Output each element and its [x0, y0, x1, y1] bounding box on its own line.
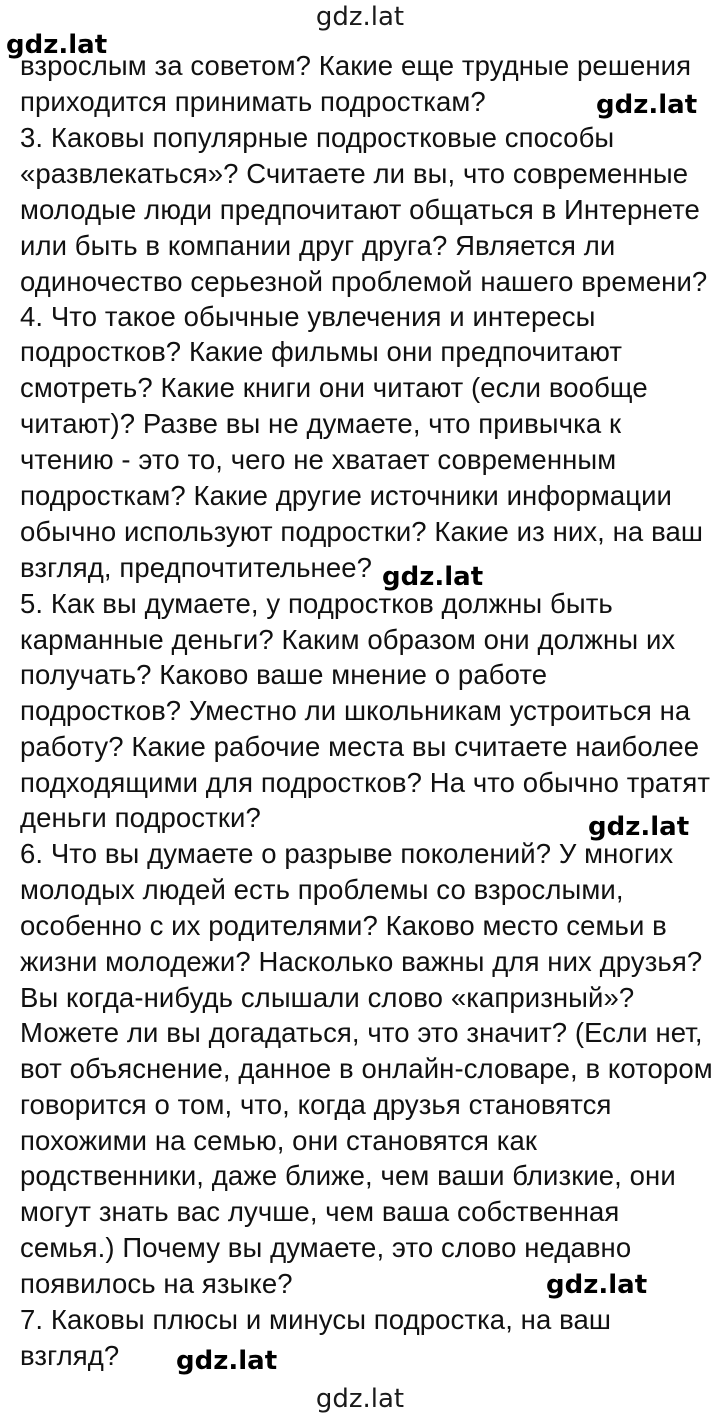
text-line: чтению - это то, чего не хватает современным — [20, 444, 617, 475]
watermark: gdz.lat — [382, 562, 484, 592]
text-line: похожими на семью, они становятся как — [20, 1125, 537, 1156]
text-line: подростков? Какие фильмы они предпочитают — [20, 336, 623, 367]
text-line: говорится о том, что, когда друзья становятся — [20, 1089, 612, 1120]
text-line: молодые люди предпочитают общаться в Интернете — [20, 194, 700, 225]
text-line: появилось на языке? — [20, 1268, 293, 1299]
text-line: 7. Каковы плюсы и минусы подростка, на ваш — [20, 1304, 612, 1335]
text-line: 3. Каковы популярные подростковые способы — [20, 122, 615, 153]
header-watermark: gdz.lat — [315, 2, 405, 32]
text-line: 5. Как вы думаете, у подростков должны быть — [20, 588, 613, 619]
text-line: взгляд, предпочтительнее? — [20, 552, 372, 583]
text-line: молодых людей есть проблемы со взрослыми, — [20, 874, 624, 905]
text-line: Можете ли вы догадаться, что это значит? (Если нет, — [20, 1017, 703, 1048]
text-line: вот объяснение, данное в онлайн-словаре, в котором — [20, 1053, 713, 1084]
text-line: подросткам? Какие другие источники информации — [20, 480, 673, 511]
text-line: родственники, даже ближе, чем ваши близкие, они — [20, 1160, 676, 1191]
text-line: семья.) Почему вы думаете, это слово недавно — [20, 1232, 632, 1263]
text-line: карманные деньги? Каким образом они должны их — [20, 624, 676, 655]
text-line: деньги подростки? — [20, 802, 261, 833]
text-line: приходится принимать подросткам? — [20, 86, 486, 117]
text-line: 4. Что такое обычные увлечения и интересы — [20, 301, 596, 332]
text-line: 6. Что вы думаете о разрыве поколений? У многих — [20, 838, 674, 869]
watermark: gdz.lat — [546, 1270, 648, 1300]
text-line: взгляд? — [20, 1340, 120, 1371]
text-line: подходящими для подростков? На что обычно тратят — [20, 767, 711, 798]
text-line: жизни молодежи? Насколько важны для них друзья? — [20, 946, 703, 977]
text-line: смотреть? Какие книги они читают (если вообще — [20, 372, 648, 403]
text-line: «развлекаться»? Считаете ли вы, что современные — [20, 158, 689, 189]
text-line: или быть в компании друг друга? Является ли — [20, 230, 616, 261]
text-line: могут знать вас лучше, чем ваша собственная — [20, 1196, 620, 1227]
footer-watermark: gdz.lat — [315, 1384, 405, 1414]
text-line: взрослым за советом? Какие еще трудные решения — [20, 50, 692, 81]
text-line: обычно используют подростки? Какие из них, на ваш — [20, 516, 704, 547]
watermark: gdz.lat — [588, 812, 690, 842]
text-line: получать? Каково ваше мнение о работе — [20, 659, 548, 690]
watermark: gdz.lat — [176, 1346, 278, 1376]
text-line: подростков? Уместно ли школьникам устроиться на — [20, 695, 691, 726]
text-line: работу? Какие рабочие места вы считаете наиболее — [20, 731, 700, 762]
text-line: читают)? Разве вы не думаете, что привычка к — [20, 408, 622, 439]
watermark: gdz.lat — [6, 30, 108, 60]
text-line: особенно с их родителями? Каково место семьи в — [20, 910, 667, 941]
text-line: одиночество серьезной проблемой нашего времени? — [20, 266, 708, 297]
text-line: Вы когда-нибудь слышали слово «капризный»? — [20, 982, 635, 1013]
watermark: gdz.lat — [596, 90, 698, 120]
